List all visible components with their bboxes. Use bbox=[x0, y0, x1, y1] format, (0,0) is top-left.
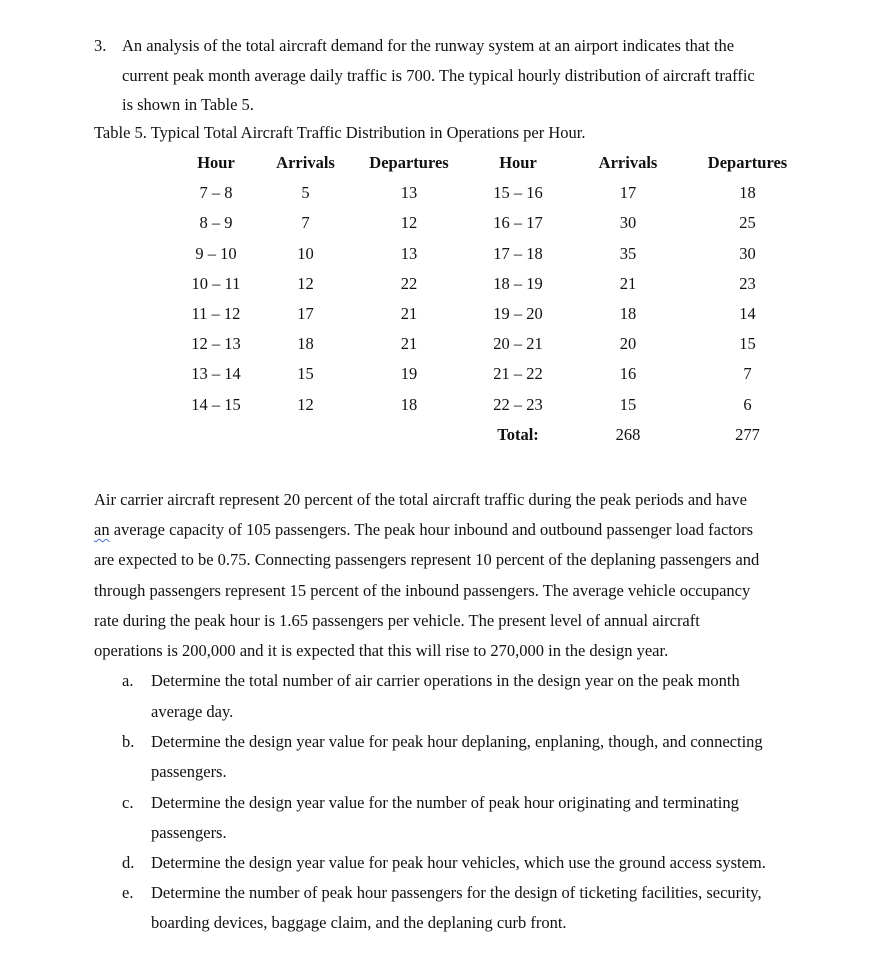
column-header: Departures bbox=[707, 153, 788, 173]
item-b-line: Determine the design year value for peak hour deplaning, enplaning, though, and connecting bbox=[151, 732, 763, 751]
table-total-row bbox=[170, 420, 806, 450]
table-cell: 8 – 9 bbox=[199, 213, 233, 233]
column-header: Hour bbox=[197, 153, 235, 173]
table-cell: 17 bbox=[297, 304, 314, 324]
item-letter-c: c. bbox=[122, 793, 134, 812]
table-cell: 17 – 18 bbox=[493, 243, 543, 263]
column-header: Hour bbox=[499, 153, 537, 173]
table-cell: 23 bbox=[739, 273, 756, 293]
table-cell: 15 – 16 bbox=[493, 183, 543, 203]
table-cell: 7 bbox=[743, 364, 752, 384]
table-row bbox=[170, 299, 806, 329]
table-cell: 13 bbox=[400, 243, 418, 263]
table-cell: 19 bbox=[400, 364, 418, 384]
table-cell: 14 bbox=[739, 304, 756, 324]
table-body bbox=[170, 178, 806, 420]
table-caption: Table 5. Typical Total Aircraft Traffic Distribution in Operations per Hour. bbox=[94, 123, 586, 142]
spellcheck-flagged-word[interactable]: an bbox=[94, 520, 110, 539]
empty-cell bbox=[170, 420, 262, 450]
item-letter-b: b. bbox=[122, 732, 135, 751]
table-cell: 10 – 11 bbox=[191, 273, 241, 293]
table-cell: 18 bbox=[739, 183, 756, 203]
paragraph-line: rate during the peak hour is 1.65 passengers per vehicle. The present level of annual aircraft bbox=[94, 611, 700, 630]
table-cell: 18 bbox=[619, 304, 637, 324]
paragraph-line: operations is 200,000 and it is expected that this will rise to 270,000 in the design year. bbox=[94, 641, 669, 660]
table-cell: 21 – 22 bbox=[493, 364, 543, 384]
question-intro-line: current peak month average daily traffic is 700. The typical hourly distribution of aircraft traffic bbox=[122, 66, 755, 85]
table-cell: 15 bbox=[739, 334, 756, 354]
table-cell: 12 bbox=[400, 213, 418, 233]
table-row bbox=[170, 178, 806, 208]
table-cell: 6 bbox=[743, 394, 752, 414]
table-cell: 21 bbox=[400, 334, 418, 354]
paragraph-line bbox=[94, 515, 753, 545]
column-header: Arrivals bbox=[598, 153, 658, 173]
table-cell: 21 bbox=[619, 273, 637, 293]
table-row bbox=[170, 329, 806, 359]
item-d-line: Determine the design year value for peak hour vehicles, which use the ground access system. bbox=[151, 853, 766, 872]
table-cell: 18 bbox=[297, 334, 314, 354]
empty-cell bbox=[349, 420, 469, 450]
table-row bbox=[170, 390, 806, 420]
table-row bbox=[170, 208, 806, 238]
table-cell: 5 bbox=[301, 183, 310, 203]
question-intro-line: is shown in Table 5. bbox=[122, 95, 254, 114]
table-cell: 16 bbox=[619, 364, 637, 384]
item-c-line: Determine the design year value for the number of peak hour originating and terminating bbox=[151, 793, 739, 812]
traffic-distribution-table bbox=[170, 148, 806, 450]
item-letter-e: e. bbox=[122, 883, 134, 902]
question-intro-line: An analysis of the total aircraft demand for the runway system at an airport indicates that the bbox=[122, 36, 735, 55]
paragraph-line: Air carrier aircraft represent 20 percent of the total aircraft traffic during the peak periods and have bbox=[94, 490, 747, 509]
table-cell: 19 – 20 bbox=[493, 304, 543, 324]
table-cell: 30 bbox=[619, 213, 637, 233]
paragraph-line: are expected to be 0.75. Connecting passengers represent 10 percent of the deplaning passengers and bbox=[94, 550, 760, 569]
empty-cell bbox=[262, 420, 349, 450]
table-cell: 13 – 14 bbox=[191, 364, 241, 384]
table-cell: 22 – 23 bbox=[493, 394, 543, 414]
paragraph-line-text: average capacity of 105 passengers. The peak hour inbound and outbound passenger load factors bbox=[109, 520, 754, 539]
item-e-line: boarding devices, baggage claim, and the deplaning curb front. bbox=[151, 913, 567, 932]
table-cell: 18 – 19 bbox=[493, 273, 543, 293]
table-cell: 12 bbox=[297, 394, 314, 414]
table-cell: 17 bbox=[619, 183, 637, 203]
table-cell: 7 bbox=[301, 213, 310, 233]
table-cell: 21 bbox=[400, 304, 418, 324]
table-cell: 10 bbox=[297, 243, 314, 263]
table-cell: 12 – 13 bbox=[191, 334, 241, 354]
item-letter-a: a. bbox=[122, 671, 134, 690]
total-label: Total: bbox=[497, 424, 539, 444]
total-arrivals: 268 bbox=[615, 424, 641, 444]
column-header: Arrivals bbox=[276, 153, 335, 173]
table-cell: 7 – 8 bbox=[199, 183, 233, 203]
table-cell: 22 bbox=[400, 273, 418, 293]
table-cell: 15 bbox=[297, 364, 314, 384]
table-row bbox=[170, 269, 806, 299]
item-a-line: average day. bbox=[151, 702, 234, 721]
table-cell: 20 – 21 bbox=[493, 334, 543, 354]
table-cell: 16 – 17 bbox=[493, 213, 543, 233]
item-letter-d: d. bbox=[122, 853, 135, 872]
item-b-line: passengers. bbox=[151, 762, 227, 781]
table-cell: 9 – 10 bbox=[195, 243, 237, 263]
table-cell: 13 bbox=[400, 183, 418, 203]
table-cell: 20 bbox=[619, 334, 637, 354]
table-row bbox=[170, 239, 806, 269]
table-cell: 15 bbox=[619, 394, 637, 414]
column-header: Departures bbox=[369, 153, 449, 173]
table-cell: 11 – 12 bbox=[191, 304, 241, 324]
table-cell: 25 bbox=[739, 213, 756, 233]
item-c-line: passengers. bbox=[151, 823, 227, 842]
table-header-row bbox=[170, 148, 806, 178]
item-e-line: Determine the number of peak hour passengers for the design of ticketing facilities, security, bbox=[151, 883, 762, 902]
paragraph-line: through passengers represent 15 percent of the inbound passengers. The average vehicle occupancy bbox=[94, 581, 751, 600]
table-row bbox=[170, 359, 806, 389]
table-cell: 14 – 15 bbox=[191, 394, 241, 414]
table-cell: 18 bbox=[400, 394, 418, 414]
table-cell: 12 bbox=[297, 273, 314, 293]
table-cell: 30 bbox=[739, 243, 756, 263]
item-a-line: Determine the total number of air carrier operations in the design year on the peak month bbox=[151, 671, 740, 690]
table-cell: 35 bbox=[619, 243, 637, 263]
question-number: 3. bbox=[94, 36, 107, 55]
total-departures: 277 bbox=[735, 424, 760, 444]
